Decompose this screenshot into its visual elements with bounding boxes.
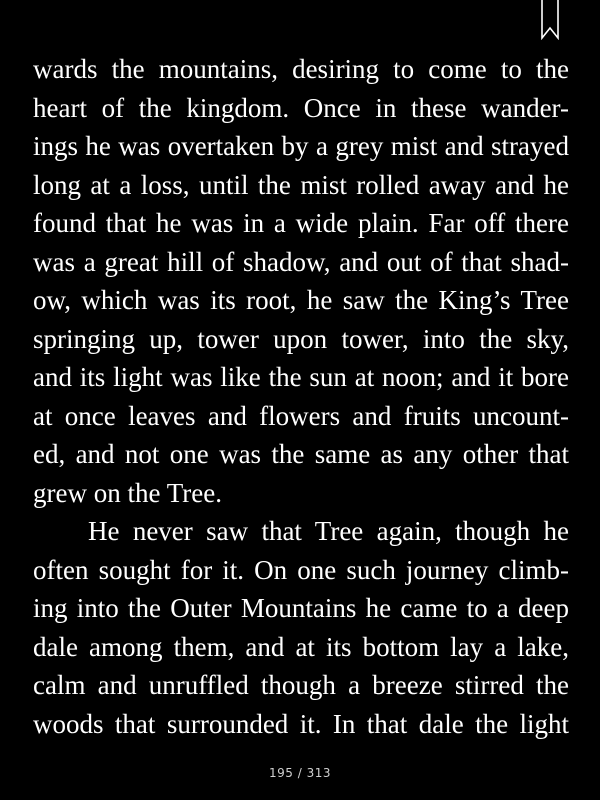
book-page-text	[33, 50, 569, 743]
bookmark-icon[interactable]	[541, 0, 559, 40]
text-line: and its light was like the sun at noon; and it bore	[33, 362, 569, 392]
text-line: at once leaves and flowers and fruits uncount-	[33, 400, 569, 431]
page-indicator: 195 / 313	[269, 766, 331, 780]
text-line: dale among them, and at its bottom lay a lake,	[33, 631, 569, 662]
text-line: ings he was overtaken by a grey mist and strayed	[33, 131, 569, 161]
text-line: found that he was in a wide plain. Far off there	[33, 208, 569, 238]
text-line: wards the mountains, desiring to come to the	[33, 54, 569, 84]
text-line: woods that surrounded it. In that dale the light	[33, 708, 569, 739]
text-line: was a great hill of shadow, and out of that shad-	[33, 246, 569, 277]
text-line: grew on the Tree.	[33, 477, 222, 508]
text-line: ed, and not one was the same as any other that	[33, 439, 569, 469]
text-line: often sought for it. On one such journey climb-	[33, 554, 569, 585]
text-line: ing into the Outer Mountains he came to a deep	[33, 593, 569, 623]
text-line: heart of the kingdom. Once in these wander-	[33, 92, 569, 123]
text-line: calm and unruffled though a breeze stirred the	[33, 670, 569, 700]
text-line: springing up, tower upon tower, into the sky,	[33, 323, 569, 354]
text-line: ow, which was its root, he saw the King’s Tree	[33, 285, 569, 315]
text-line: long at a loss, until the mist rolled away and he	[33, 169, 569, 200]
text-line: He never saw that Tree again, though he	[88, 516, 569, 546]
